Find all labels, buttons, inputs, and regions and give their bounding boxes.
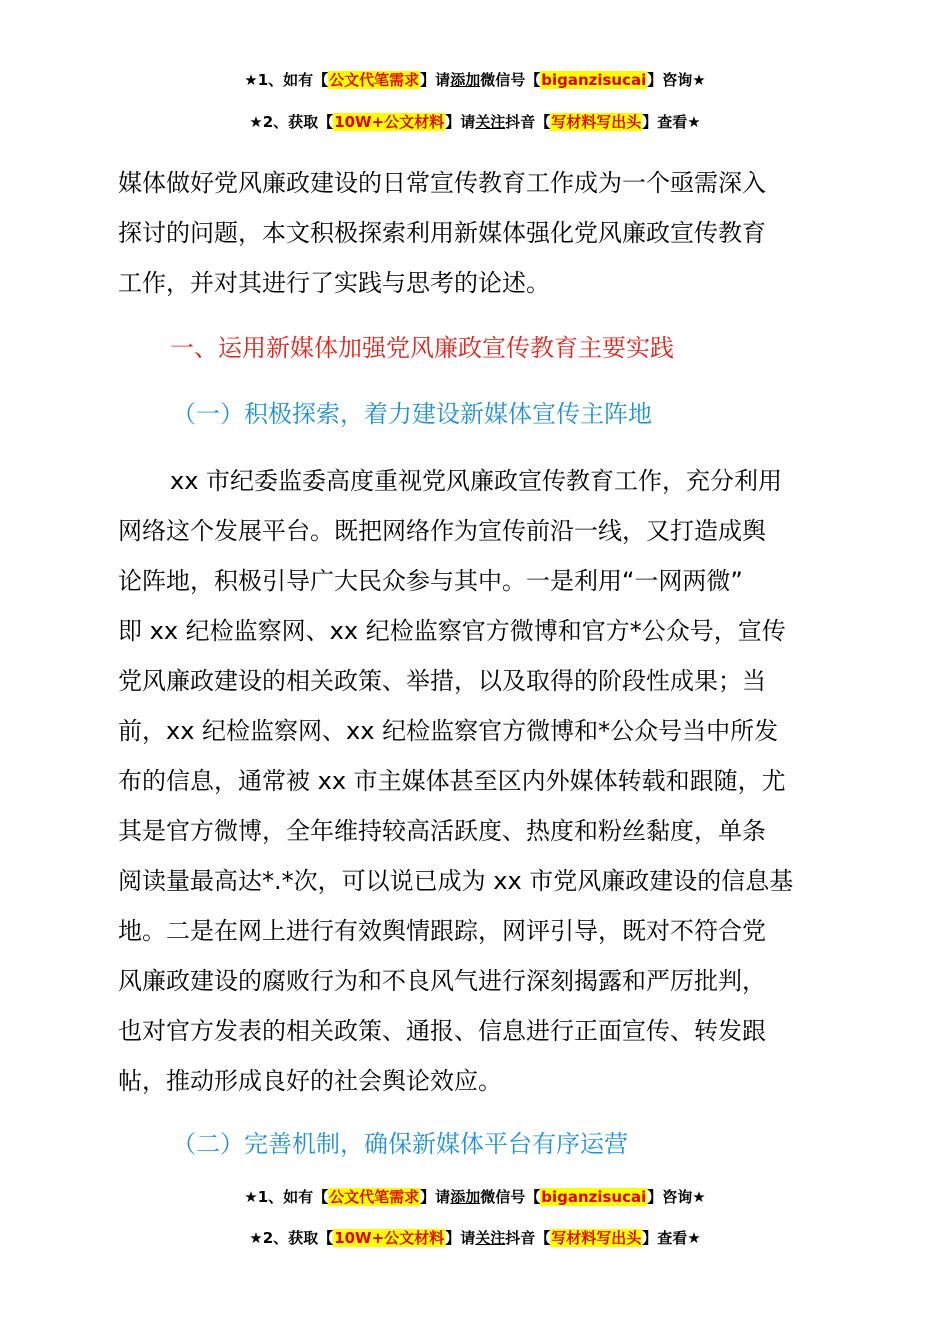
banner-highlight: 写材料写出头	[551, 1229, 642, 1247]
paragraph-line: 网络这个发展平台。既把网络作为宣传前沿一线，又打造成舆	[118, 517, 766, 545]
banner-text: ★1、如有【	[244, 1188, 329, 1206]
paragraph-line: 地。二是在网上进行有效舆情跟踪，网评引导，既对不符合党	[118, 917, 766, 945]
paragraph-line: 即 xx 纪检监察网、xx 纪检监察官方微博和官方*公众号，宣传	[118, 617, 786, 645]
promo-banner-line-2	[0, 112, 950, 132]
paragraph-line: 党风廉政建设的相关政策、举措，以及取得的阶段性成果；当	[118, 667, 766, 695]
paragraph-line: 媒体做好党风廉政建设的日常宣传教育工作成为一个亟需深入	[118, 169, 766, 197]
banner-text: ★2、获取【	[249, 113, 334, 131]
paragraph-line: 阅读量最高达*.*次，可以说已成为 xx 市党风廉政建设的信息基	[118, 867, 794, 895]
banner-underlined: 关注	[475, 1229, 506, 1247]
banner-text: 】查看★	[642, 113, 701, 131]
banner-highlight: 10W+公文材料	[334, 113, 445, 131]
banner-text: 】请	[420, 71, 451, 89]
section-heading: 一、运用新媒体加强党风廉政宣传教育主要实践	[170, 334, 674, 362]
banner-text: 】请	[420, 1188, 451, 1206]
banner-text: 】咨询★	[647, 71, 706, 89]
paragraph-line: 帖，推动形成良好的社会舆论效应。	[118, 1067, 502, 1095]
paragraph-line: 工作，并对其进行了实践与思考的论述。	[118, 269, 550, 297]
banner-text: 】请	[445, 1229, 476, 1247]
subheading-1: （一）积极探索，着力建设新媒体宣传主阵地	[172, 400, 652, 428]
banner-highlight: 公文代笔需求	[329, 1188, 420, 1206]
banner-text: 抖音【	[505, 1229, 551, 1247]
banner-highlight: biganzisucai	[541, 71, 647, 89]
banner-underlined: 关注	[475, 113, 506, 131]
body-paragraph	[118, 456, 834, 1106]
paragraph-line: 也对官方发表的相关政策、通报、信息进行正面宣传、转发跟	[118, 1017, 766, 1045]
banner-underlined: 添加	[450, 71, 481, 89]
paragraph-line: 布的信息，通常被 xx 市主媒体甚至区内外媒体转载和跟随，尤	[118, 767, 786, 795]
promo-banner-line-2-footer	[0, 1228, 950, 1248]
banner-text: 抖音【	[505, 113, 551, 131]
paragraph-line: xx 市纪委监委高度重视党风廉政宣传教育工作，充分利用	[170, 467, 783, 495]
paragraph-line: 风廉政建设的腐败行为和不良风气进行深刻揭露和严厉批判，	[118, 967, 766, 995]
paragraph-line: 探讨的问题，本文积极探索利用新媒体强化党风廉政宣传教育	[118, 219, 766, 247]
paragraph-line: 其是官方微博，全年维持较高活跃度、热度和粉丝黏度，单条	[118, 817, 766, 845]
paragraph-line: 论阵地，积极引导广大民众参与其中。一是利用“一网两微”	[118, 567, 743, 595]
banner-text: 微信号【	[480, 1188, 541, 1206]
banner-text: 】咨询★	[647, 1188, 706, 1206]
banner-highlight: 10W+公文材料	[334, 1229, 445, 1247]
banner-underlined: 添加	[450, 1188, 481, 1206]
banner-highlight: biganzisucai	[541, 1188, 647, 1206]
banner-text: 】查看★	[642, 1229, 701, 1247]
banner-text: ★2、获取【	[249, 1229, 334, 1247]
banner-text: 】请	[445, 113, 476, 131]
intro-paragraph	[118, 158, 834, 308]
banner-highlight: 公文代笔需求	[329, 71, 420, 89]
promo-banner-line-1	[0, 70, 950, 90]
paragraph-line: 前，xx 纪检监察网、xx 纪检监察官方微博和*公众号当中所发	[118, 717, 779, 745]
banner-text: 微信号【	[480, 71, 541, 89]
subheading-2: （二）完善机制，确保新媒体平台有序运营	[172, 1130, 628, 1158]
banner-text: ★1、如有【	[244, 71, 329, 89]
promo-banner-line-1-footer	[0, 1187, 950, 1207]
banner-highlight: 写材料写出头	[551, 113, 642, 131]
